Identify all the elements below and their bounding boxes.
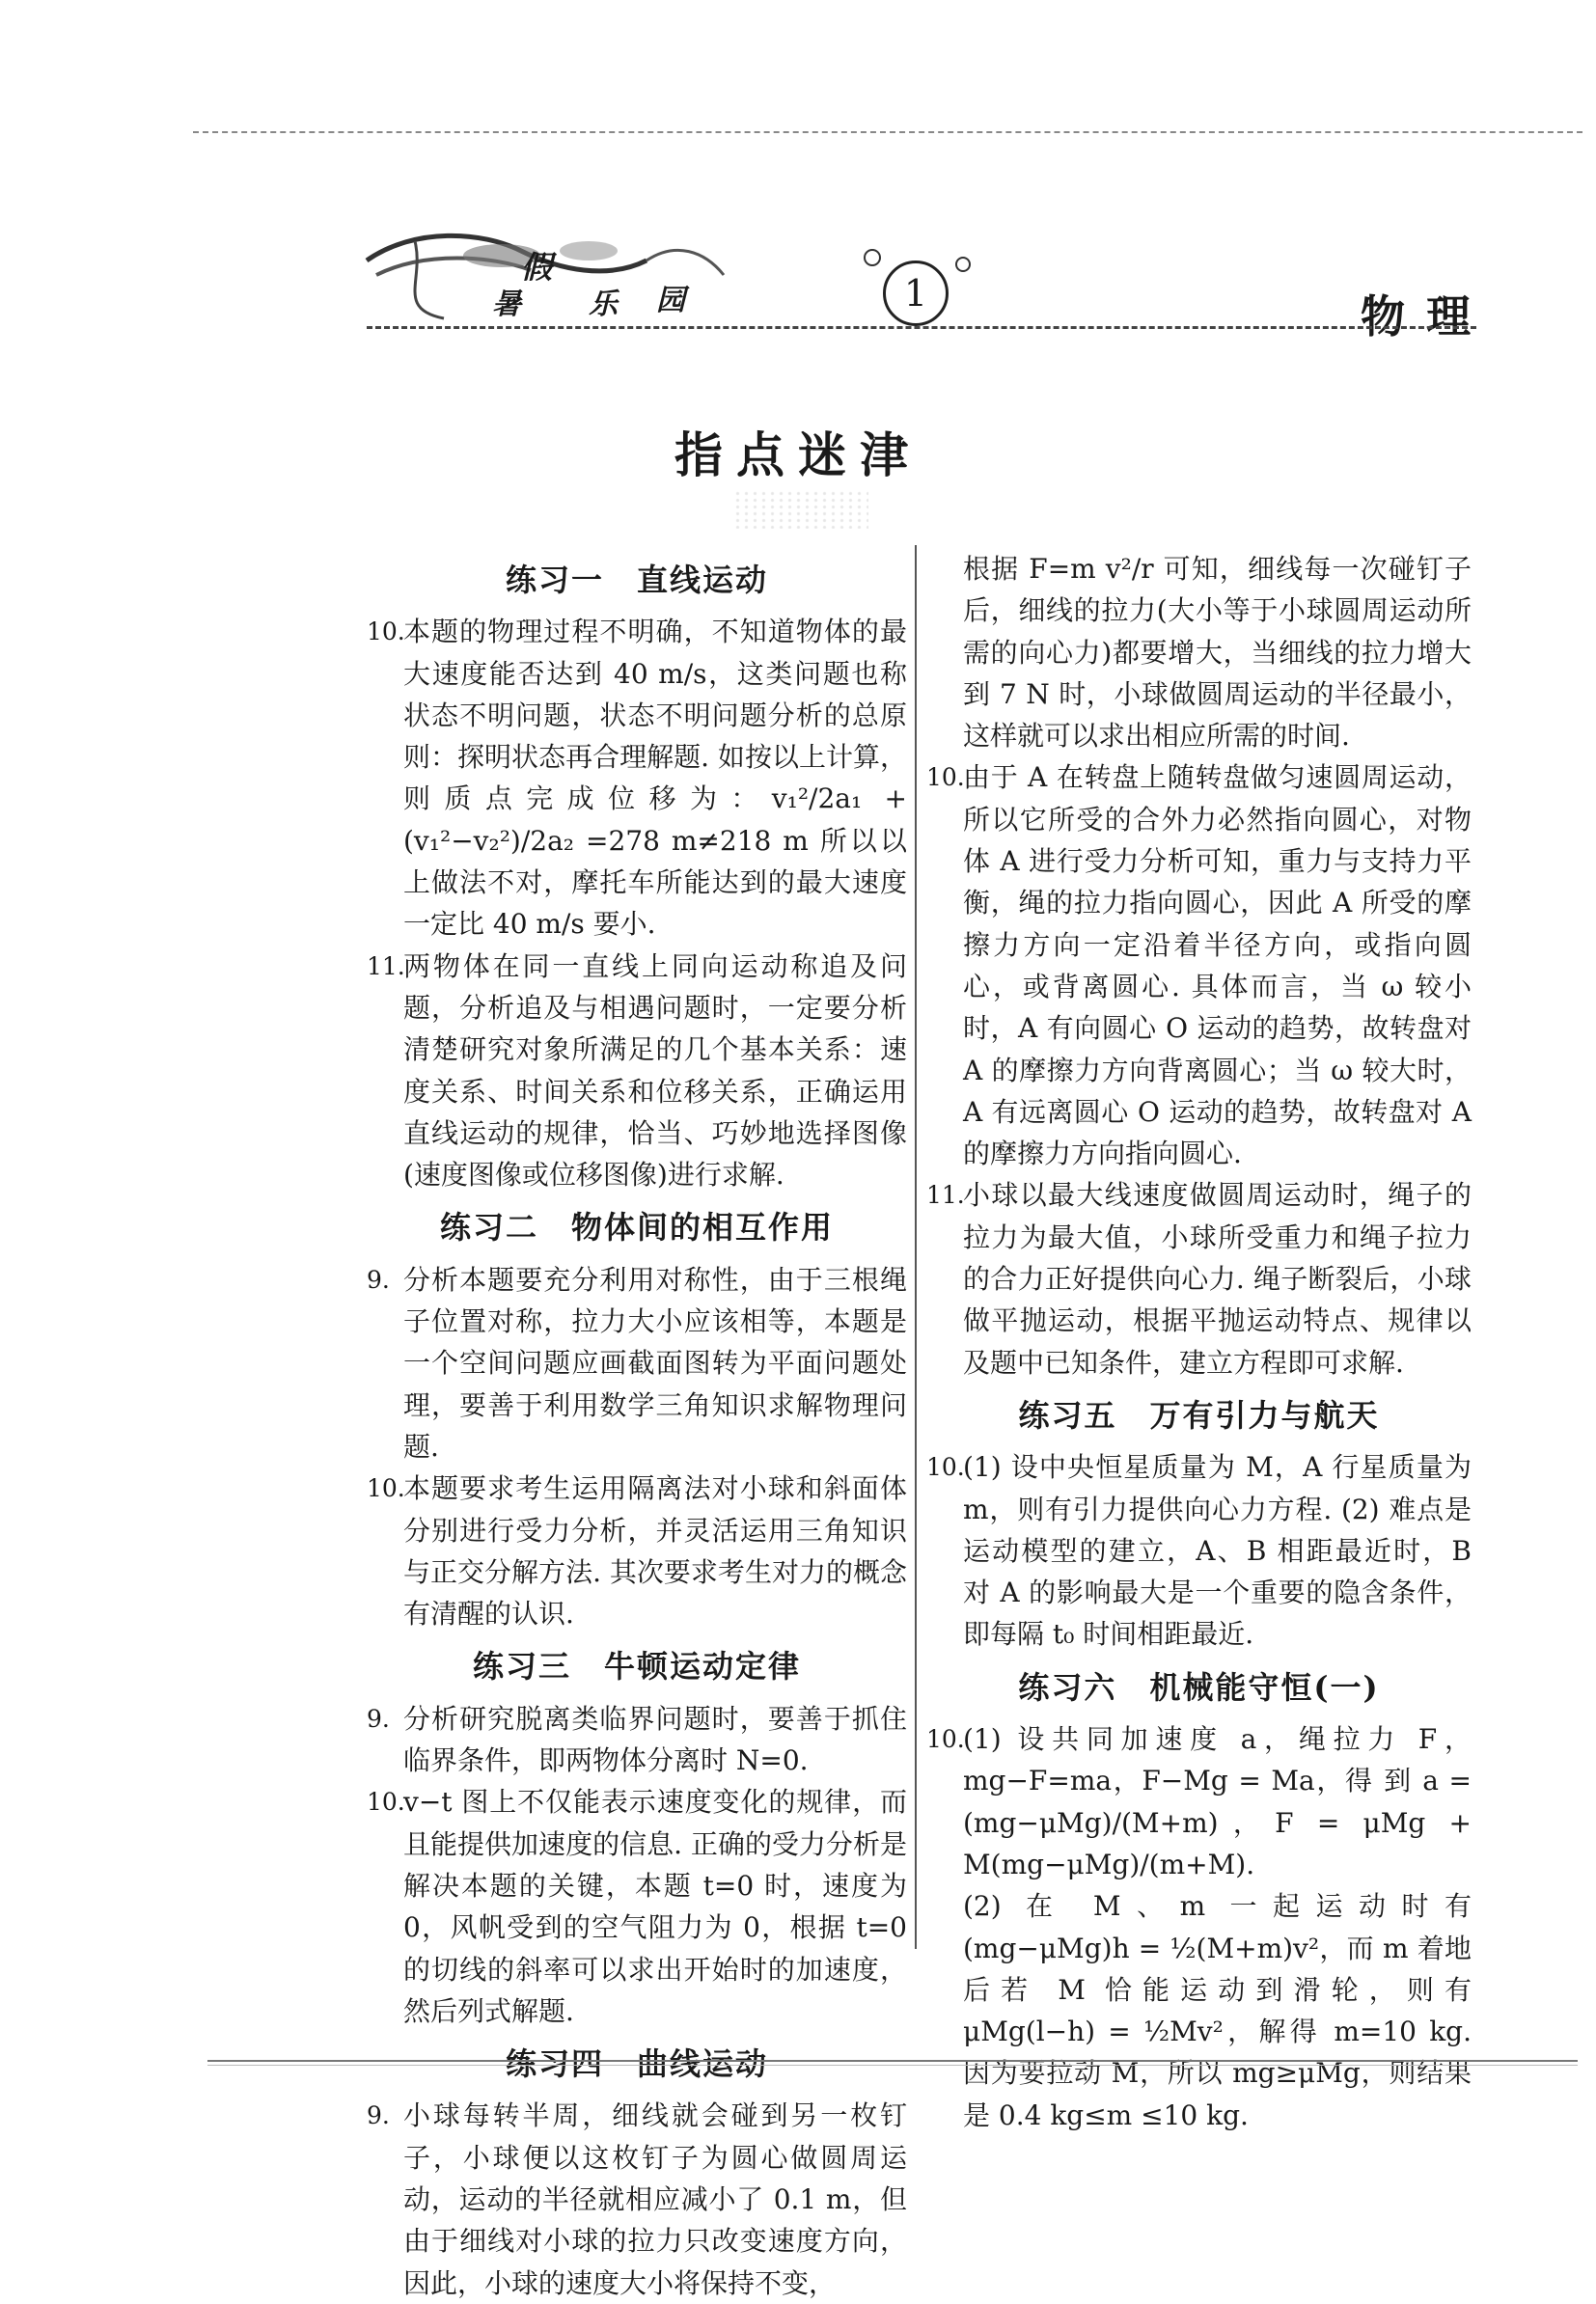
item-number: 10. <box>926 1725 965 1754</box>
page-title: 指点迷津 <box>674 426 922 483</box>
item-text: v−t 图上不仅能表示速度变化的规律，而且能提供加速度的信息. 正确的受力分析是解决本题的关键，本题 t=0 时，速度为 0，风帆受到的空气阻力为 0，根据 t=0 的切线的斜率可以求出开始时的加速度，然后列式解题. <box>403 1786 907 2027</box>
item-text: 分析本题要充分利用对称性，由于三根绳子位置对称，拉力大小应该相等，本题是一个空间问题应画截面图转为平面问题处理，要善于利用数学三角知识求解物理问题. <box>403 1263 907 1463</box>
item-text: 本题的物理过程不明确，不知道物体的最大速度能否达到 40 m/s，这类问题也称状态不明问题，状态不明问题分析的总原则：探明状态再合理解题. 如按以上计算，则质点完成位移为：v₁²/2a₁ + (v₁²−v₂²)/2a₂ =278 m≠218 m 所以以上做法不对，摩托车所能达到的最大速度一定比 40 m/s 要小. <box>403 616 907 941</box>
section-title: 练习二 物体间的相互作用 <box>439 1209 834 1247</box>
banner-char-1: 假 <box>521 249 553 286</box>
banner-char-3: 园 <box>656 284 685 317</box>
bubble-icon <box>864 249 881 266</box>
answer-item <box>367 1467 907 1634</box>
item-number: 9. <box>367 2101 390 2130</box>
top-dashed-rule <box>193 131 1582 133</box>
answer-item <box>367 1698 907 1782</box>
right-column <box>926 548 1472 2136</box>
header-dashed-rule <box>367 326 1476 329</box>
subject-label: 物理 <box>1361 290 1492 343</box>
item-text: (1) 设中央恒星质量为 M，A 行星质量为 m，则有引力提供向心力方程. (2) 难点是运动模型的建立，A、B 相距最近时，B 对 A 的影响最大是一个重要的隐含条件，即每隔 t₀ 时间相距最近. <box>963 1451 1472 1651</box>
section-title: 练习六 机械能守恒(一) <box>1018 1668 1380 1706</box>
section-title: 练习三 牛顿运动定律 <box>472 1648 801 1686</box>
bottom-rule <box>207 2060 1578 2062</box>
section-title: 练习一 直线运动 <box>505 562 768 598</box>
scan-noise <box>733 490 868 529</box>
item-text: 本题要求考生运用隔离法对小球和斜面体分别进行受力分析，并灵活运用三角知识与正交分解方法. 其次要求考生对力的概念有清醒的认识. <box>403 1472 907 1631</box>
item-number: 9. <box>367 1265 390 1294</box>
item-number: 10. <box>926 1453 965 1482</box>
left-column <box>367 548 907 2304</box>
item-number: 10. <box>367 617 405 646</box>
section-title: 练习四 曲线运动 <box>505 2045 768 2083</box>
column-divider <box>915 545 917 1949</box>
item-number: 9. <box>367 1704 390 1733</box>
banner-char-0: 暑 <box>492 288 521 321</box>
bottom-rule-shadow <box>207 2065 1578 2066</box>
item-number: 10. <box>367 1788 405 1817</box>
banner-char-2: 乐 <box>589 288 618 321</box>
item-text: 两物体在同一直线上同向运动称追及问题，分析追及与相遇问题时，一定要分析清楚研究对象所满足的几个基本关系：速度关系、时间关系和位移关系，正确运用直线运动的规律，恰当、巧妙地选择图像(速度图像或位移图像)进行求解. <box>403 949 907 1192</box>
answer-item <box>926 1174 1472 1383</box>
item-number: 11. <box>367 951 405 980</box>
item-number: 10. <box>367 1474 405 1503</box>
answer-item <box>367 2095 907 2303</box>
answer-item <box>367 611 907 945</box>
item-number: 10. <box>926 763 965 792</box>
section-title: 练习五 万有引力与航天 <box>1018 1396 1380 1434</box>
item-text: 由于 A 在转盘上随转盘做匀速圆周运动，所以它所受的合外力必然指向圆心，对物体 A 进行受力分析可知，重力与支持力平衡，绳的拉力指向圆心，因此 A 所受的摩擦力方向一定沿着半径方向，或指向圆心，或背离圆心. 具体而言，当 ω 较小时，A 有向圆心 O 运动的趋势，故转盘对 A 的摩擦力方向背离圆心；当 ω 较大时，A 有远离圆心 O 运动的趋势，故转盘对 A 的摩擦力方向指向圆心. <box>963 761 1472 1170</box>
answer-item <box>926 1446 1472 1655</box>
answer-item <box>926 1718 1472 1885</box>
bubble-icon <box>955 257 971 272</box>
item-text: 分析研究脱离类临界问题时，要善于抓住临界条件，即两物体分离时 N=0. <box>403 1702 907 1777</box>
answer-item <box>367 1259 907 1467</box>
answer-item <box>926 756 1472 1174</box>
continued-text: 根据 F=m v²/r 可知，细线每一次碰钉子后，细线的拉力(大小等于小球圆周运动所需的向心力)都要增大，当细线的拉力增大到 7 N 时，小球做圆周运动的半径最小，这样就可以求出相应所需的时间. <box>963 553 1472 753</box>
page-number: 1 <box>883 261 949 326</box>
item-text: (1) 设共同加速度 a，绳拉力 F，mg−F=ma，F−Mg = Ma，得 到 a = (mg−μMg)/(M+m)，F = μMg + M(mg−μMg)/(m+M). <box>963 1723 1472 1880</box>
item-continuation: (2) 在 M、m 一起运动时有 (mg−μMg)h = ½(M+m)v²，而 m 着地后若 M 恰能运动到滑轮，则有 μMg(l−h) = ½Mv²，解得 m=10 kg. 因为要拉动 M，所以 mg≥μMg，则结果是 0.4 kg≤m ≤10 kg. <box>963 1890 1472 2131</box>
item-number: 11. <box>926 1181 965 1210</box>
answer-item <box>367 946 907 1196</box>
item-text: 小球每转半周，细线就会碰到另一枚钉子，小球便以这枚钉子为圆心做圆周运动，运动的半径就相应减小了 0.1 m，但由于细线对小球的拉力只改变速度方向，因此，小球的速度大小将保持不变， <box>403 2099 907 2299</box>
answer-item <box>367 1781 907 2032</box>
banner-decoration <box>357 222 743 332</box>
item-text: 小球以最大线速度做圆周运动时，绳子的拉力为最大值，小球所受重力和绳子拉力的合力正好提供向心力. 绳子断裂后，小球做平抛运动，根据平抛运动特点、规律以及题中已知条件，建立方程即可求解. <box>963 1179 1472 1379</box>
